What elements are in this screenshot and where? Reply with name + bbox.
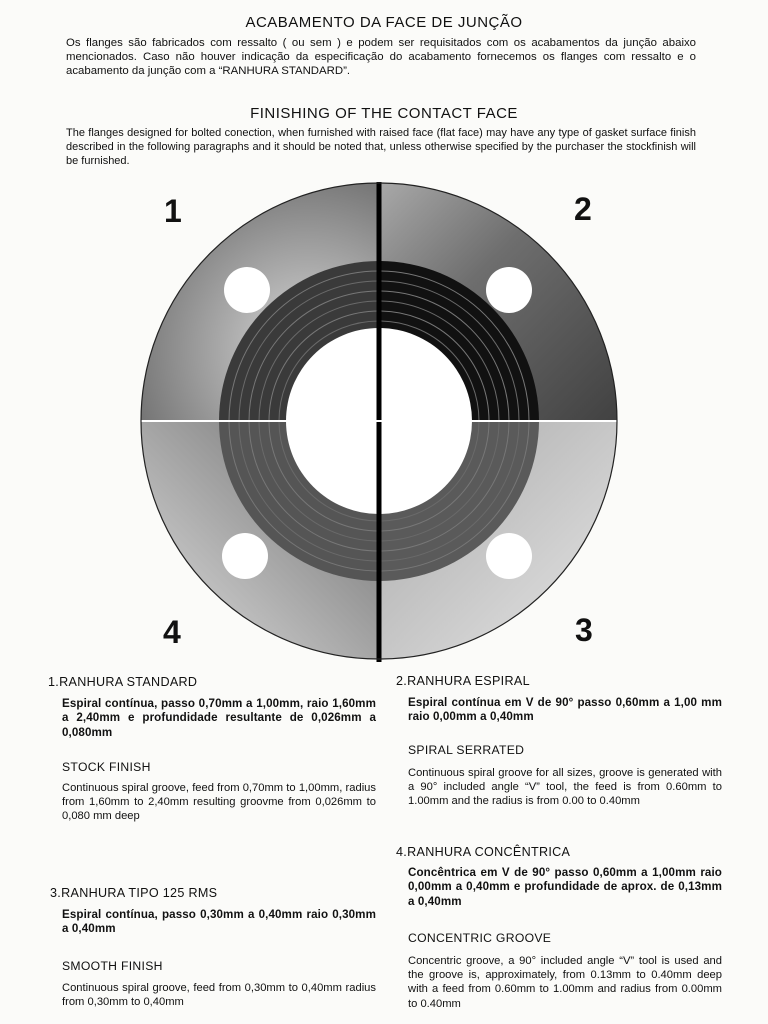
- section-1-title-pt: RANHURA STANDARD: [59, 675, 198, 689]
- section-2-desc-pt: Espiral contínua em V de 90° passo 0,60mm a 1,00 mm raio 0,00mm a 0,40mm: [408, 696, 722, 724]
- section-3-title-en: SMOOTH FINISH: [62, 959, 163, 973]
- section-4-desc-pt: Concêntrica em V de 90° passo 0,60mm a 1,00mm raio 0,00mm a 0,40mm e profundidade de aprox. de 0,13mm a 0,40mm: [408, 866, 722, 908]
- quadrant-label-4: 4: [163, 614, 181, 650]
- section-1-number: 1.: [48, 675, 60, 689]
- flange-finish-diagram: [0, 170, 768, 670]
- section-2-title: [396, 674, 530, 688]
- section-4-title-en: CONCENTRIC GROOVE: [408, 931, 552, 945]
- section-4-title: [396, 845, 570, 859]
- bolt-hole-3: [486, 533, 532, 579]
- section-3-desc-en: Continuous spiral groove, feed from 0,30mm to 0,40mm radius from 0,30mm to 0,40mm: [62, 982, 376, 1009]
- section-2-title-en: SPIRAL SERRATED: [408, 743, 525, 757]
- heading-en: FINISHING OF THE CONTACT FACE: [250, 105, 518, 122]
- section-2-desc-en: Continuous spiral groove for all sizes, groove is generated with a 90° included angle “V” tool, the feed is from 0.60mm to 1.00mm and the radius is from 0.00 to 0.40mm: [408, 767, 722, 808]
- intro-pt: Os flanges são fabricados com ressalto ( ou sem ) e podem ser requisitados com os acabamentos da junção abaixo mencionados. Caso não houver indicação da especificação do acabamento fornecemos os flanges com ressalto e o acabamento da junção com a “RANHURA STANDARD”.: [66, 37, 696, 78]
- heading-pt: ACABAMENTO DA FACE DE JUNÇÃO: [245, 14, 523, 31]
- quadrant-label-3: 3: [575, 612, 593, 648]
- section-2-title-pt: RANHURA ESPIRAL: [407, 674, 530, 688]
- section-3-number: 3.: [50, 886, 62, 900]
- section-3-title-pt: RANHURA TIPO 125 RMS: [61, 886, 218, 900]
- bolt-hole-2: [486, 267, 532, 313]
- section-4-title-pt: RANHURA CONCÊNTRICA: [407, 845, 571, 859]
- quadrant-label-1: 1: [164, 193, 182, 229]
- section-3-title: [50, 886, 217, 900]
- section-4-number: 4.: [396, 845, 408, 859]
- bolt-hole-4: [222, 533, 268, 579]
- bolt-hole-1: [224, 267, 270, 313]
- section-3-desc-pt: Espiral contínua, passo 0,30mm a 0,40mm raio 0,30mm a 0,40mm: [62, 908, 376, 936]
- section-1-title-en: STOCK FINISH: [62, 760, 151, 774]
- section-4-desc-en: Concentric groove, a 90° included angle “V” tool is used and the groove is, approximately, from 0.13mm to 0.40mm deep with a feed from 0.60mm to 1.00mm and radius from 0.00mm to 0.40mm: [408, 955, 722, 1010]
- section-1-desc-pt: Espiral contínua, passo 0,70mm a 1,00mm, raio 1,60mm a 2,40mm e profundidade resultante de 0,026mm a 0,080mm: [62, 697, 376, 739]
- section-2-number: 2.: [396, 674, 408, 688]
- section-1-desc-en: Continuous spiral groove, feed from 0,70mm to 1,00mm, radius from 1,60mm to 2,40mm resulting groovme from 0,026mm to 0,080 mm deep: [62, 782, 376, 823]
- quadrant-label-2: 2: [574, 191, 592, 227]
- section-1-title: [48, 675, 197, 689]
- intro-en: The flanges designed for bolted conection, when furnished with raised face (flat face) may have any type of gasket surface finish described in the following paragraphs and it should be noted that, unless otherwise specified by the purchaser the stockfinish will be furnished.: [66, 127, 696, 167]
